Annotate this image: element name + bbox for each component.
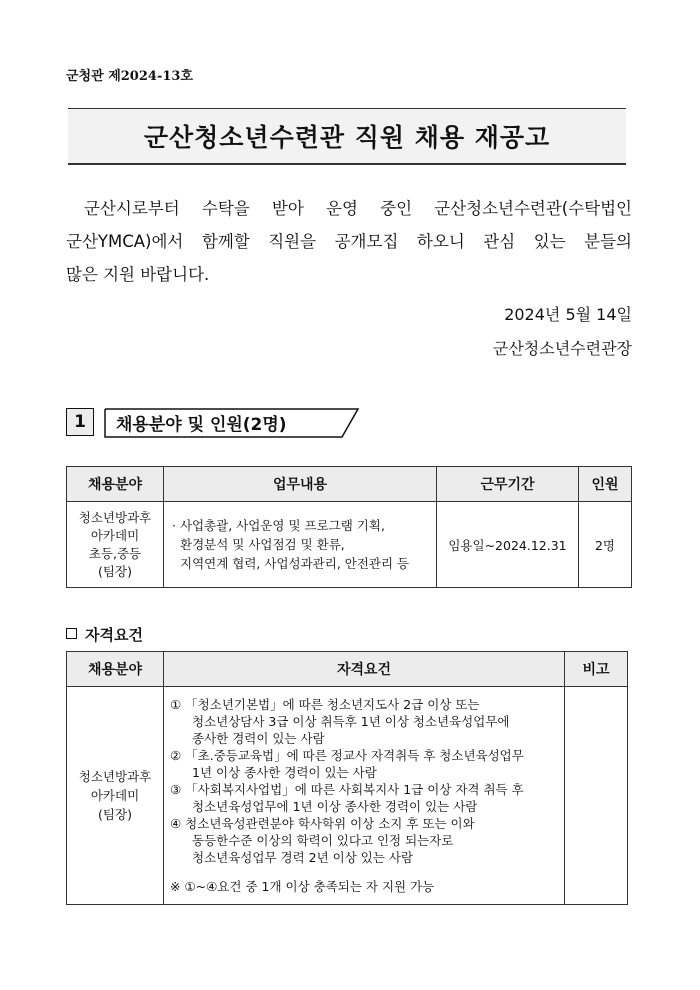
requirement-line: 1년 이상 종사한 경력이 있는 사람 xyxy=(192,765,377,780)
duty-line: 지역연계 협력, 사업성과관리, 안전관리 등 xyxy=(180,556,410,571)
table-row xyxy=(67,687,628,905)
cell-remark xyxy=(565,687,628,905)
cell-count: 2명 xyxy=(579,502,632,588)
header-count: 인원 xyxy=(579,467,632,502)
qualification-table xyxy=(66,651,628,905)
cell-category xyxy=(67,687,164,905)
header-duties: 업무내용 xyxy=(164,467,437,502)
recruitment-table xyxy=(66,466,632,588)
intro-line-2: 군산YMCA)에서 함께할 직원을 공개모집 하오니 관심 있는 분들의 xyxy=(66,232,632,251)
cell-duties xyxy=(164,502,437,588)
category-line: 청소년방과후 xyxy=(78,769,152,784)
header-category: 채용분야 xyxy=(67,652,164,687)
signer: 군산청소년수련관장 xyxy=(492,339,632,358)
table-row xyxy=(67,502,632,588)
header-requirements: 자격요건 xyxy=(164,652,565,687)
category-line: (팀장) xyxy=(98,807,132,822)
duty-line: 환경분석 및 사업점검 및 환류, xyxy=(180,537,345,552)
category-line: 아카데미 xyxy=(90,788,140,803)
document-number: 군청관 제2024-13호 xyxy=(66,69,193,84)
requirement-line: ① 「청소년기본법」에 따른 청소년지도사 2급 이상 또는 xyxy=(170,697,480,712)
header-period: 근무기간 xyxy=(437,467,579,502)
qualification-heading-text: 자격요건 xyxy=(85,626,143,644)
announcement-date: 2024년 5월 14일 xyxy=(504,305,632,324)
intro-line-3: 많은 지원 바랍니다. xyxy=(66,265,210,284)
requirement-line: 청소년육성업무 경력 2년 이상 있는 사람 xyxy=(192,850,414,865)
page-title: 군산청소년수련관 직원 채용 재공고 xyxy=(143,123,551,152)
title-banner xyxy=(68,108,626,165)
section-number: 1 xyxy=(66,408,94,436)
requirement-line: ④ 청소년육성관련분야 학사학위 이상 소지 후 또는 이와 xyxy=(170,816,475,831)
category-line: (팀장) xyxy=(98,563,132,579)
requirement-line: ② 「초.중등교육법」에 따른 정교사 자격취득 후 청소년육성업무 xyxy=(170,748,524,763)
requirement-line: 동등한수준 이상의 학력이 있다고 인정 되는자로 xyxy=(192,833,454,848)
qualification-heading xyxy=(66,624,143,645)
category-line: 초등,중등 xyxy=(88,545,142,561)
requirement-line: 청소년육성업무에 1년 이상 종사한 경력이 있는 사람 xyxy=(192,799,478,814)
section-title: 채용분야 및 인원(2명) xyxy=(116,414,287,435)
intro-line-1: 군산시로부터 수탁을 받아 운영 중인 군산청소년수련관(수탁법인 xyxy=(84,199,632,218)
table-header-row xyxy=(67,652,628,687)
category-line: 청소년방과후 xyxy=(78,509,152,525)
square-bullet-icon xyxy=(66,628,77,639)
requirement-line: 청소년상담사 3급 이상 취득후 1년 이상 청소년육성업무에 xyxy=(192,714,510,729)
category-line: 아카데미 xyxy=(90,527,140,543)
requirement-line: ③ 「사회복지사업법」에 따른 사회복지사 1급 이상 자격 취득 후 xyxy=(170,782,524,797)
table-header-row xyxy=(67,467,632,502)
requirement-line: 종사한 경력이 있는 사람 xyxy=(192,731,325,746)
requirement-note: ※ ①~④요건 중 1개 이상 충족되는 자 지원 가능 xyxy=(170,879,435,894)
duty-line: · 사업총괄, 사업운영 및 프로그램 기획, xyxy=(172,518,385,533)
cell-category xyxy=(67,502,164,588)
header-category: 채용분야 xyxy=(67,467,164,502)
cell-requirements xyxy=(164,687,565,905)
cell-period: 임용일~2024.12.31 xyxy=(437,502,579,588)
header-remark: 비고 xyxy=(565,652,628,687)
